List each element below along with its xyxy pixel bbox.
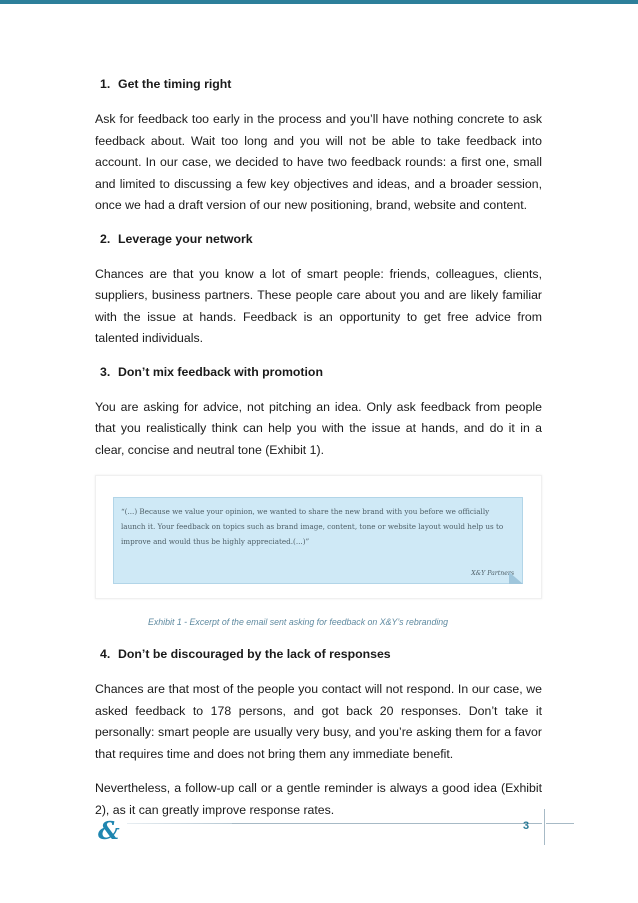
section-number: 3. xyxy=(100,364,111,379)
section-number: 2. xyxy=(100,231,111,246)
paragraph: You are asking for advice, not pitching an idea. Only ask feedback from people that you realistically think can help you with the issue at hands, and do it in a clear, concise and neutral tone (Exhibit 1). xyxy=(95,399,542,457)
paragraph: Chances are that you know a lot of smart people: friends, colleagues, clients, suppliers, business partners. These people care about you and are likely familiar with the issue at hands. Feedback is an opportunity to get free advice from talented individuals. xyxy=(95,266,542,345)
email-excerpt-note xyxy=(113,497,523,584)
section-heading xyxy=(95,645,542,663)
paragraph: Ask for feedback too early in the process and you’ll have nothing concrete to ask feedback about. Wait too long and you will not be able to take feedback into account. In our case, we decided to have two feedback rounds: a first one, small and limited to discussing a few key objectives and ideas, and a broader session, once we had a draft version of our new positioning, brand, website and content. xyxy=(95,112,542,212)
section-title: Don’t mix feedback with promotion xyxy=(118,364,323,379)
section-number: 1. xyxy=(100,77,111,91)
exhibit-caption: Exhibit 1 - Excerpt of the email sent asking for feedback on X&Y’s rebranding xyxy=(148,617,449,627)
section-title: Get the timing right xyxy=(118,77,232,91)
section-title: Don’t be discouraged by the lack of responses xyxy=(118,647,391,661)
section-heading xyxy=(95,363,542,381)
top-accent-rule xyxy=(0,0,638,4)
quote-author: X&Y Partners xyxy=(471,570,514,577)
footer-rule xyxy=(232,823,542,824)
paragraph: Nevertheless, a follow-up call or a gentle reminder is always a good idea (Exhibit 2), as it can greatly improve response rates. xyxy=(95,781,542,817)
ampersand-logo-icon xyxy=(97,818,125,842)
section-title: Leverage your network xyxy=(118,231,253,246)
svg-text:&: & xyxy=(98,818,120,842)
paragraph: Chances are that most of the people you contact will not respond. In our case, we asked feedback to 178 persons, and got back 20 responses. Don’t take it personally: smart people are usually very busy, and you’re asking them for a favor that requires time and does not bring them any immediate benefit. xyxy=(95,682,542,761)
section-heading xyxy=(95,75,542,93)
document-body xyxy=(95,75,542,834)
exhibit-figure xyxy=(95,475,542,599)
footer-rule xyxy=(546,823,574,824)
email-quote: “(...) Because we value your opinion, we wanted to share the new brand with you before we officially launch it. Your feedback on topics such as brand image, content, tone or website layout would help us to improve and would thus be highly appreciated.(...)” xyxy=(121,507,504,546)
page-number: 3 xyxy=(522,820,530,832)
footer-rule xyxy=(127,823,232,824)
section-heading xyxy=(95,230,542,248)
footer-divider xyxy=(544,809,545,845)
section-number: 4. xyxy=(100,647,111,661)
